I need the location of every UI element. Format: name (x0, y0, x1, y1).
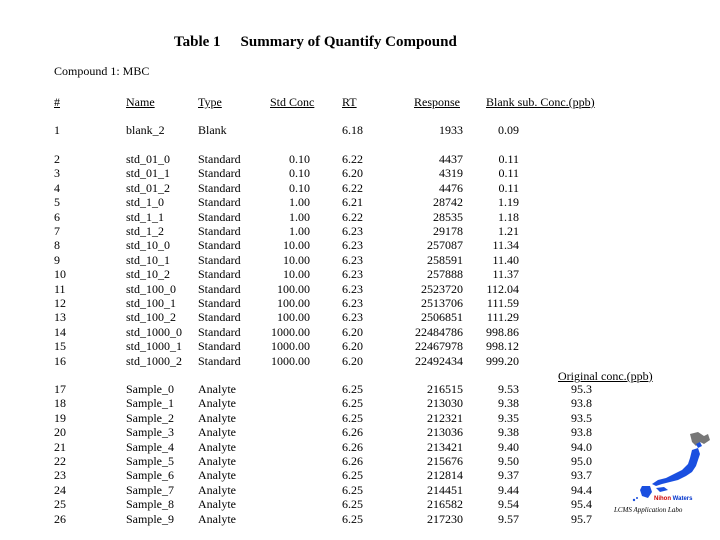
row-name: Sample_9 (126, 511, 174, 526)
row-blank-conc: 0.09 (498, 123, 519, 137)
row-type: Analyte (198, 482, 236, 497)
row-number: 3 (54, 166, 60, 181)
row-rt: 6.20 (342, 166, 363, 181)
row-type: Standard (198, 339, 241, 354)
row-rt: 6.21 (342, 195, 363, 210)
row-response: 22467978 (415, 339, 463, 354)
row-name: std_1_0 (126, 195, 165, 210)
row-rt: 6.23 (342, 267, 363, 282)
row-name: Sample_1 (126, 396, 174, 411)
row-std-conc: 1000.00 (271, 339, 310, 354)
row-type: Analyte (198, 468, 236, 483)
row-type: Standard (198, 166, 241, 181)
row-type: Standard (198, 152, 241, 166)
table-number: Table 1 (174, 34, 221, 50)
row-name: std_1000_2 (126, 353, 183, 368)
row-number: 6 (54, 209, 60, 224)
row-name: Sample_7 (126, 482, 174, 497)
row-blank-conc: 0.11 (498, 166, 519, 181)
row-blank-conc: 998.12 (486, 339, 519, 354)
row-type: Analyte (198, 425, 236, 440)
row-type: Blank (198, 123, 227, 137)
row-name: std_100_1 (126, 296, 177, 310)
row-blank-conc: 1.21 (498, 224, 519, 238)
row-number: 14 (54, 324, 66, 339)
row-name: std_10_2 (126, 267, 171, 282)
row-std-conc: 100.00 (277, 281, 310, 296)
row-name: Sample_8 (126, 497, 174, 512)
row-response: 2513706 (421, 296, 463, 310)
row-response: 4476 (439, 180, 463, 195)
row-response: 1933 (439, 123, 463, 137)
row-number: 21 (54, 439, 66, 454)
row-blank-conc: 111.59 (486, 296, 519, 310)
row-original-conc: 95.3 (571, 382, 592, 396)
compound-label: Compound 1: MBC (54, 64, 150, 78)
row-type: Analyte (198, 497, 236, 512)
row-blank-conc: 11.37 (492, 267, 519, 282)
row-original-conc: 95.0 (571, 454, 592, 468)
row-number: 10 (54, 267, 66, 282)
row-number: 18 (54, 396, 66, 411)
row-name: std_1_2 (126, 224, 165, 238)
row-rt: 6.20 (342, 353, 363, 368)
row-name: std_100_2 (126, 310, 177, 325)
row-number: 4 (54, 180, 60, 195)
row-response: 214451 (427, 482, 463, 497)
row-rt: 6.18 (342, 123, 363, 137)
header-name: Name (126, 95, 155, 109)
row-name: std_01_0 (126, 152, 171, 166)
row-blank-conc: 0.11 (498, 152, 519, 166)
row-type: Standard (198, 238, 241, 253)
logo-subtitle: LCMS Application Labo (614, 506, 683, 514)
row-response: 257087 (427, 238, 463, 253)
row-type: Standard (198, 281, 241, 296)
row-rt: 6.25 (342, 482, 363, 497)
row-original-conc: 93.8 (571, 396, 592, 411)
row-name: Sample_2 (126, 410, 174, 425)
row-name: Sample_0 (126, 382, 174, 396)
row-std-conc: 1.00 (289, 195, 310, 210)
row-number: 24 (54, 482, 66, 497)
row-type: Standard (198, 224, 241, 238)
row-number: 8 (54, 238, 60, 253)
row-type: Analyte (198, 396, 236, 411)
row-type: Standard (198, 296, 241, 310)
row-number: 2 (54, 152, 60, 166)
row-std-conc: 1.00 (289, 209, 310, 224)
row-number: 22 (54, 454, 66, 468)
row-rt: 6.26 (342, 454, 363, 468)
row-number: 20 (54, 425, 66, 440)
row-response: 216515 (427, 382, 463, 396)
row-blank-conc: 9.53 (498, 382, 519, 396)
row-blank-conc: 9.37 (498, 468, 519, 483)
row-rt: 6.23 (342, 238, 363, 253)
row-blank-conc: 9.54 (498, 497, 519, 512)
row-number: 23 (54, 468, 66, 483)
row-response: 213421 (427, 439, 463, 454)
row-blank-conc: 9.35 (498, 410, 519, 425)
row-std-conc: 0.10 (289, 180, 310, 195)
row-std-conc: 1000.00 (271, 353, 310, 368)
row-blank-conc: 9.40 (498, 439, 519, 454)
row-rt: 6.26 (342, 439, 363, 454)
row-original-conc: 93.5 (571, 410, 592, 425)
row-type: Standard (198, 310, 241, 325)
row-blank-conc: 1.18 (498, 209, 519, 224)
header-type: Type (198, 95, 222, 109)
row-original-conc: 94.0 (571, 439, 592, 454)
table-caption: Summary of Quantify Compound (240, 34, 457, 50)
row-blank-conc: 11.40 (492, 252, 519, 267)
row-std-conc: 100.00 (277, 296, 310, 310)
row-number: 11 (54, 281, 66, 296)
row-name: std_100_0 (126, 281, 177, 296)
row-response: 257888 (427, 267, 463, 282)
row-name: Sample_5 (126, 454, 174, 468)
brand-waters: Waters (672, 496, 693, 502)
row-name: std_10_1 (126, 252, 171, 267)
row-number: 12 (54, 296, 66, 310)
row-type: Analyte (198, 439, 236, 454)
header-std-conc: Std Conc (270, 95, 315, 109)
row-name: std_01_1 (126, 166, 171, 181)
row-rt: 6.20 (342, 339, 363, 354)
row-name: std_1_1 (126, 209, 165, 224)
row-rt: 6.25 (342, 497, 363, 512)
row-rt: 6.22 (342, 209, 363, 224)
row-response: 4437 (439, 152, 463, 166)
row-rt: 6.23 (342, 310, 363, 325)
row-type: Standard (198, 180, 241, 195)
row-std-conc: 10.00 (283, 252, 310, 267)
row-type: Standard (198, 267, 241, 282)
row-number: 9 (54, 252, 60, 267)
row-type: Standard (198, 324, 241, 339)
row-original-conc: 94.4 (571, 482, 592, 497)
row-blank-conc: 0.11 (498, 180, 519, 195)
row-response: 216582 (427, 497, 463, 512)
row-rt: 6.22 (342, 180, 363, 195)
row-rt: 6.25 (342, 511, 363, 526)
row-number: 17 (54, 382, 66, 396)
row-original-conc: 93.7 (571, 468, 592, 483)
row-blank-conc: 9.44 (498, 482, 519, 497)
japan-map-icon (630, 430, 716, 502)
row-blank-conc: 9.50 (498, 454, 519, 468)
row-original-conc: 95.7 (571, 511, 592, 526)
row-number: 13 (54, 310, 66, 325)
row-response: 4319 (439, 166, 463, 181)
row-rt: 6.20 (342, 324, 363, 339)
logo-brand (654, 496, 692, 502)
row-rt: 6.25 (342, 468, 363, 483)
row-std-conc: 0.10 (289, 152, 310, 166)
row-response: 29178 (433, 224, 463, 238)
row-name: Sample_3 (126, 425, 174, 440)
row-std-conc: 1000.00 (271, 324, 310, 339)
row-response: 258591 (427, 252, 463, 267)
row-blank-conc: 1.19 (498, 195, 519, 210)
header-response: Response (414, 95, 460, 109)
row-name: std_1000_0 (126, 324, 183, 339)
row-response: 213036 (427, 425, 463, 440)
row-rt: 6.25 (342, 382, 363, 396)
row-name: Sample_6 (126, 468, 174, 483)
row-blank-conc: 9.38 (498, 425, 519, 440)
row-blank-conc: 11.34 (492, 238, 519, 253)
row-response: 212321 (427, 410, 463, 425)
row-type: Standard (198, 252, 241, 267)
row-type: Standard (198, 209, 241, 224)
row-number: 19 (54, 410, 66, 425)
row-blank-conc: 9.38 (498, 396, 519, 411)
row-response: 215676 (427, 454, 463, 468)
row-response: 2506851 (421, 310, 463, 325)
row-name: blank_2 (126, 123, 165, 137)
header-num: # (54, 95, 60, 109)
company-logo (612, 430, 718, 520)
row-std-conc: 10.00 (283, 267, 310, 282)
row-number: 1 (54, 123, 60, 137)
row-rt: 6.25 (342, 396, 363, 411)
row-response: 213030 (427, 396, 463, 411)
row-number: 5 (54, 195, 60, 210)
row-number: 15 (54, 339, 66, 354)
row-response: 22484786 (415, 324, 463, 339)
row-number: 16 (54, 353, 66, 368)
row-response: 28535 (433, 209, 463, 224)
row-number: 25 (54, 497, 66, 512)
row-rt: 6.23 (342, 281, 363, 296)
row-std-conc: 1.00 (289, 224, 310, 238)
row-blank-conc: 9.57 (498, 511, 519, 526)
row-response: 28742 (433, 195, 463, 210)
row-response: 212814 (427, 468, 463, 483)
row-number: 7 (54, 224, 60, 238)
row-name: Sample_4 (126, 439, 174, 454)
brand-nihon: Nihon (654, 496, 671, 502)
row-type: Analyte (198, 410, 236, 425)
header-rt: RT (342, 95, 357, 109)
row-std-conc: 100.00 (277, 310, 310, 325)
row-std-conc: 10.00 (283, 238, 310, 253)
row-blank-conc: 999.20 (486, 353, 519, 368)
row-type: Analyte (198, 454, 236, 468)
row-name: std_1000_1 (126, 339, 183, 354)
row-original-conc: 95.4 (571, 497, 592, 512)
header-blank-conc: Blank sub. Conc.(ppb) (486, 95, 595, 109)
table-title (174, 34, 457, 51)
row-rt: 6.23 (342, 252, 363, 267)
row-std-conc: 0.10 (289, 166, 310, 181)
row-response: 217230 (427, 511, 463, 526)
row-rt: 6.23 (342, 296, 363, 310)
row-original-conc: 93.8 (571, 425, 592, 440)
row-type: Analyte (198, 511, 236, 526)
row-type: Standard (198, 195, 241, 210)
row-type: Standard (198, 353, 241, 368)
row-blank-conc: 112.04 (486, 281, 519, 296)
row-response: 2523720 (421, 281, 463, 296)
row-blank-conc: 998.86 (486, 324, 519, 339)
row-name: std_01_2 (126, 180, 171, 195)
row-rt: 6.25 (342, 410, 363, 425)
header-original-conc: Original conc.(ppb) (558, 369, 653, 383)
row-blank-conc: 111.29 (486, 310, 519, 325)
row-rt: 6.23 (342, 224, 363, 238)
row-name: std_10_0 (126, 238, 171, 253)
row-response: 22492434 (415, 353, 463, 368)
row-rt: 6.22 (342, 152, 363, 166)
row-rt: 6.26 (342, 425, 363, 440)
row-number: 26 (54, 511, 66, 526)
row-type: Analyte (198, 382, 236, 396)
